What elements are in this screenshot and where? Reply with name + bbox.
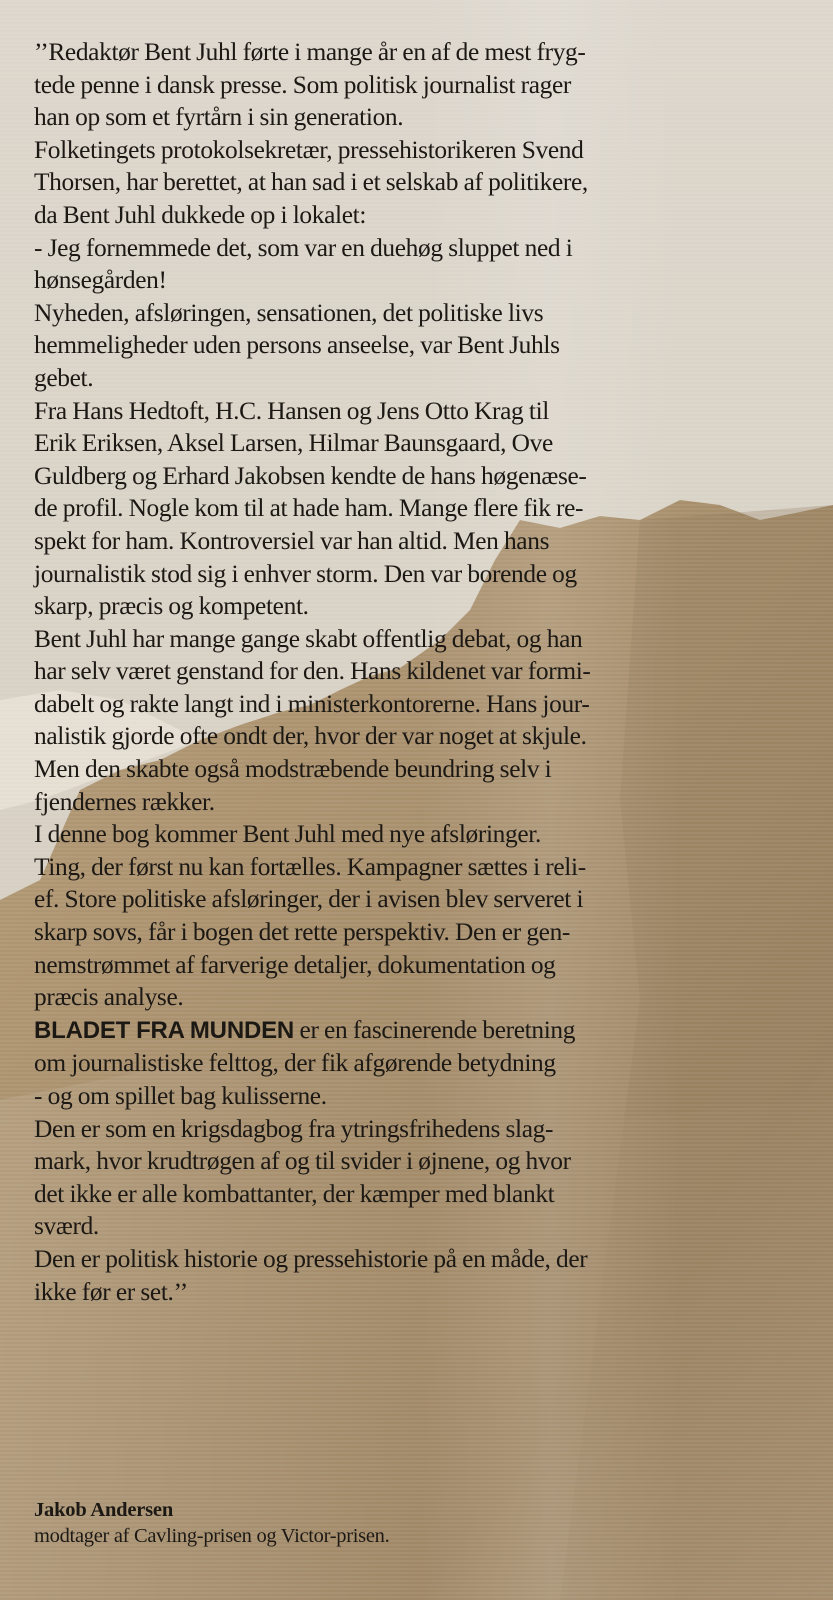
author-name: Jakob Andersen — [34, 1499, 174, 1521]
author-description: modtager af Cavling-prisen og Victor-prisen. — [34, 1525, 390, 1547]
closing-paragraph-1: Den er som en krigsdagbog fra ytringsfrihedens slag- mark, hvor krudtrøgen af og til svider i øjnene, og hvor det ikke er alle kombattanter, der kæmper med blankt sværd. — [34, 1114, 571, 1241]
book-title: BLADET FRA MUNDEN — [34, 1016, 295, 1044]
blurb-paragraph-2: Folketingets protokolsekretær, pressehistorikeren Svend Thorsen, har berettet, at han sad i et selskab af politikere, da Bent Juhl dukkede op i lokalet: — [34, 135, 588, 229]
book-title-paragraph — [34, 1014, 814, 1113]
blurb-paragraph-5: Fra Hans Hedtoft, H.C. Hansen og Jens Otto Krag til Erik Eriksen, Aksel Larsen, Hilmar Baunsgaard, Ove Guldberg og Erhard Jakobsen kendte de hans høgenæse- de profil. Nogle kom til at hade ham. Mange flere fik re- spekt for ham. Kontroversiel var han altid. Men hans journalistik stod sig i enhver storm. Den var borende og skarp, præcis og kompetent. — [34, 396, 587, 621]
blurb-paragraph-6: Bent Juhl har mange gange skabt offentlig debat, og han har selv været genstand for den. Hans kildenet var formi- dabelt og rakte langt ind i ministerkontorerne. Hans jour- nalistik gjorde ofte ondt der, hvor der var noget at skjule. Men den skabte også modstræbende beundring selv i fjendernes rækker. — [34, 624, 591, 816]
blurb-paragraph-7: I denne bog kommer Bent Juhl med nye afsløringer. Ting, der først nu kan fortælles. Kampagner sættes i reli- ef. Store politiske afsløringer, der i avisen blev serveret i skarp sovs, får i bogen det rette perspektiv. Den er gen- nemstrømmet af farverige detaljer, dokumentation og præcis analyse. — [34, 820, 586, 1012]
closing-paragraph-2: Den er politisk historie og pressehistorie på en måde, der ikke før er set.’’ — [34, 1244, 588, 1306]
blurb-paragraph-1: ’’Redaktør Bent Juhl førte i mange år en af de mest fryg- tede penne i dansk presse. Som politisk journalist rager han op som et fyrtårn i sin generation. — [34, 38, 586, 132]
blurb-paragraph-4: Nyheden, afsløringen, sensationen, det politiske livs hemmeligheder uden persons anseelse, var Bent Juhls gebet. — [34, 298, 560, 392]
blurb-paragraph-3: - Jeg fornemmede det, som var en duehøg sluppet ned i hønsegården! — [34, 233, 573, 295]
signature-block — [34, 1497, 389, 1549]
book-title-paragraph-rest: er en fascinerende beretning om journalistiske felttog, der fik afgørende betydning - og om spillet bag kulisserne. — [34, 1015, 576, 1110]
blurb-text — [34, 36, 814, 1308]
